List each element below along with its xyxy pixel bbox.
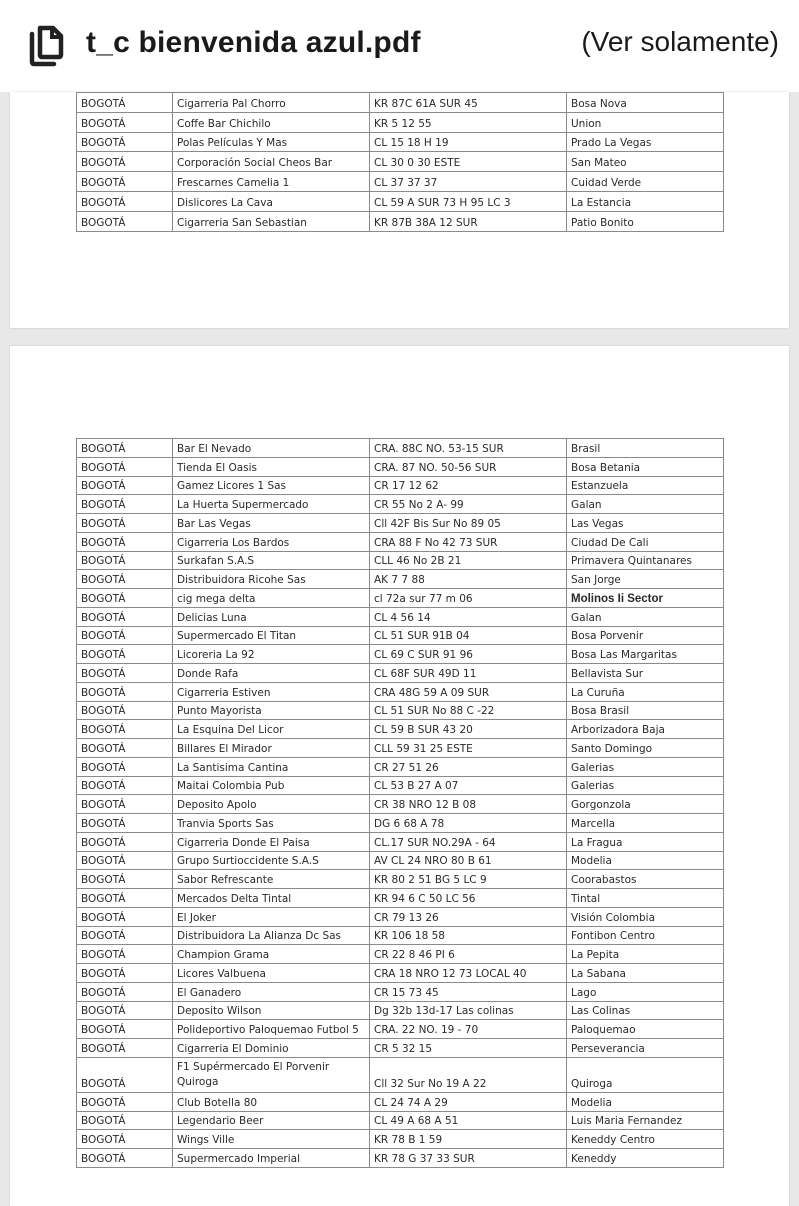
neighborhood-cell: Primavera Quintanares xyxy=(567,551,724,570)
city-cell: BOGOTÁ xyxy=(77,1111,173,1130)
table-row xyxy=(77,532,724,551)
neighborhood-cell: Prado La Vegas xyxy=(567,132,724,152)
city-cell: BOGOTÁ xyxy=(77,1092,173,1111)
neighborhood-cell: Bosa Betania xyxy=(567,457,724,476)
address-cell: Cll 32 Sur No 19 A 22 xyxy=(370,1057,567,1092)
neighborhood-cell: Estanzuela xyxy=(567,476,724,495)
neighborhood-cell: Luis Maria Fernandez xyxy=(567,1111,724,1130)
establishments-table xyxy=(76,92,724,232)
address-cell: CL 37 37 37 xyxy=(370,172,567,192)
business-name-cell: Surkafan S.A.S xyxy=(173,551,370,570)
city-cell: BOGOTÁ xyxy=(77,112,173,132)
business-name-cell: Sabor Refrescante xyxy=(173,870,370,889)
city-cell: BOGOTÁ xyxy=(77,1039,173,1058)
table-row xyxy=(77,795,724,814)
business-name-text: F1 Supérmercado El Porvenir Quiroga xyxy=(177,1060,330,1088)
city-cell: BOGOTÁ xyxy=(77,1001,173,1020)
address-cell: KR 87B 38A 12 SUR xyxy=(370,211,567,231)
address-cell: CL 69 C SUR 91 96 xyxy=(370,645,567,664)
neighborhood-cell: Marcella xyxy=(567,814,724,833)
business-name-cell: Cigarreria El Dominio xyxy=(173,1039,370,1058)
address-cell: AV CL 24 NRO 80 B 61 xyxy=(370,851,567,870)
table-row xyxy=(77,112,724,132)
neighborhood-cell: La Fragua xyxy=(567,832,724,851)
establishments-table xyxy=(76,438,724,1168)
address-cell: CL 51 SUR No 88 C -22 xyxy=(370,701,567,720)
business-name-cell: Tranvia Sports Sas xyxy=(173,814,370,833)
neighborhood-cell: San Jorge xyxy=(567,570,724,589)
address-cell: cl 72a sur 77 m 06 xyxy=(370,589,567,608)
address-cell: KR 87C 61A SUR 45 xyxy=(370,93,567,113)
business-name-cell: Licoreria La 92 xyxy=(173,645,370,664)
address-cell: CR 38 NRO 12 B 08 xyxy=(370,795,567,814)
address-cell: CR 22 8 46 PI 6 xyxy=(370,945,567,964)
top-bar xyxy=(0,0,799,92)
city-cell: BOGOTÁ xyxy=(77,589,173,608)
address-cell: CRA 88 F No 42 73 SUR xyxy=(370,532,567,551)
city-cell: BOGOTÁ xyxy=(77,607,173,626)
neighborhood-cell: Bosa Las Margaritas xyxy=(567,645,724,664)
neighborhood-cell: Gorgonzola xyxy=(567,795,724,814)
table-row xyxy=(77,964,724,983)
address-cell: KR 94 6 C 50 LC 56 xyxy=(370,889,567,908)
table-row xyxy=(77,172,724,192)
neighborhood-cell: La Estancia xyxy=(567,191,724,211)
city-cell: BOGOTÁ xyxy=(77,870,173,889)
table-row xyxy=(77,93,724,113)
neighborhood-cell: Brasil xyxy=(567,439,724,458)
address-cell: CL 59 B SUR 43 20 xyxy=(370,720,567,739)
business-name-cell: Deposito Wilson xyxy=(173,1001,370,1020)
business-name-cell: Billares El Mirador xyxy=(173,739,370,758)
business-name-cell: Bar Las Vegas xyxy=(173,514,370,533)
address-cell: CRA. 87 NO. 50-56 SUR xyxy=(370,457,567,476)
table-row xyxy=(77,870,724,889)
neighborhood-cell: Modelia xyxy=(567,851,724,870)
business-name-cell: Legendario Beer xyxy=(173,1111,370,1130)
neighborhood-cell: Fontibon Centro xyxy=(567,926,724,945)
address-cell: CL 4 56 14 xyxy=(370,607,567,626)
table-row xyxy=(77,851,724,870)
city-cell: BOGOTÁ xyxy=(77,851,173,870)
business-name-cell: Donde Rafa xyxy=(173,664,370,683)
city-cell: BOGOTÁ xyxy=(77,795,173,814)
neighborhood-cell: Bosa Nova xyxy=(567,93,724,113)
table-row xyxy=(77,907,724,926)
city-cell: BOGOTÁ xyxy=(77,720,173,739)
business-name-cell: Supermercado El Titan xyxy=(173,626,370,645)
city-cell: BOGOTÁ xyxy=(77,93,173,113)
table-row xyxy=(77,626,724,645)
business-name-cell: Punto Mayorista xyxy=(173,701,370,720)
business-name-cell: Distribuidora La Alianza Dc Sas xyxy=(173,926,370,945)
table-row xyxy=(77,191,724,211)
address-cell: CRA 48G 59 A 09 SUR xyxy=(370,682,567,701)
neighborhood-cell: Patio Bonito xyxy=(567,211,724,231)
address-cell: CR 79 13 26 xyxy=(370,907,567,926)
table-row xyxy=(77,1149,724,1168)
business-name-cell: El Ganadero xyxy=(173,982,370,1001)
city-cell: BOGOTÁ xyxy=(77,495,173,514)
table-row xyxy=(77,832,724,851)
address-cell: KR 5 12 55 xyxy=(370,112,567,132)
city-cell: BOGOTÁ xyxy=(77,814,173,833)
table-row xyxy=(77,589,724,608)
table-row xyxy=(77,551,724,570)
business-name-cell: La Huerta Supermercado xyxy=(173,495,370,514)
address-cell: CR 5 32 15 xyxy=(370,1039,567,1058)
neighborhood-cell: La Pepita xyxy=(567,945,724,964)
city-cell: BOGOTÁ xyxy=(77,1020,173,1039)
table-row xyxy=(77,814,724,833)
neighborhood-cell: Las Vegas xyxy=(567,514,724,533)
address-cell: CL 53 B 27 A 07 xyxy=(370,776,567,795)
business-name-cell: Cigarreria Estiven xyxy=(173,682,370,701)
business-name-cell: Wings Ville xyxy=(173,1130,370,1149)
city-cell: BOGOTÁ xyxy=(77,570,173,589)
city-cell: BOGOTÁ xyxy=(77,945,173,964)
address-cell: CL 30 0 30 ESTE xyxy=(370,152,567,172)
address-cell: KR 106 18 58 xyxy=(370,926,567,945)
neighborhood-cell: Lago xyxy=(567,982,724,1001)
city-cell: BOGOTÁ xyxy=(77,457,173,476)
city-cell: BOGOTÁ xyxy=(77,964,173,983)
business-name-cell: Maitai Colombia Pub xyxy=(173,776,370,795)
business-name-cell: Bar El Nevado xyxy=(173,439,370,458)
address-cell: CLL 59 31 25 ESTE xyxy=(370,739,567,758)
city-cell: BOGOTÁ xyxy=(77,551,173,570)
table-row xyxy=(77,1057,724,1092)
business-name-cell: Deposito Apolo xyxy=(173,795,370,814)
neighborhood-cell: Galan xyxy=(567,607,724,626)
neighborhood-cell: Union xyxy=(567,112,724,132)
city-cell: BOGOTÁ xyxy=(77,832,173,851)
address-cell: CL 51 SUR 91B 04 xyxy=(370,626,567,645)
neighborhood-cell: San Mateo xyxy=(567,152,724,172)
neighborhood-cell: Keneddy Centro xyxy=(567,1130,724,1149)
city-cell: BOGOTÁ xyxy=(77,532,173,551)
address-cell: CLL 46 No 2B 21 xyxy=(370,551,567,570)
business-name-cell: Tienda El Oasis xyxy=(173,457,370,476)
table-row xyxy=(77,1111,724,1130)
copy-document-icon[interactable] xyxy=(26,24,66,68)
table-row xyxy=(77,682,724,701)
neighborhood-cell: Santo Domingo xyxy=(567,739,724,758)
address-cell: Cll 42F Bis Sur No 89 05 xyxy=(370,514,567,533)
business-name-cell: Cigarreria San Sebastian xyxy=(173,211,370,231)
table-row xyxy=(77,701,724,720)
table-row xyxy=(77,476,724,495)
address-cell: CR 27 51 26 xyxy=(370,757,567,776)
table-row xyxy=(77,1092,724,1111)
city-cell: BOGOTÁ xyxy=(77,926,173,945)
table-row xyxy=(77,776,724,795)
table-row xyxy=(77,982,724,1001)
neighborhood-cell: Cuidad Verde xyxy=(567,172,724,192)
address-cell: CL 49 A 68 A 51 xyxy=(370,1111,567,1130)
pdf-page-1[interactable] xyxy=(10,92,789,328)
address-cell: CR 15 73 45 xyxy=(370,982,567,1001)
business-name-cell: Polas Películas Y Mas xyxy=(173,132,370,152)
table-row xyxy=(77,889,724,908)
city-cell: BOGOTÁ xyxy=(77,907,173,926)
view-mode-label: (Ver solamente) xyxy=(581,26,779,57)
address-cell: CRA. 22 NO. 19 - 70 xyxy=(370,1020,567,1039)
business-name-cell: Club Botella 80 xyxy=(173,1092,370,1111)
business-name-cell xyxy=(173,1057,370,1092)
neighborhood-cell: Galerias xyxy=(567,776,724,795)
table-row xyxy=(77,570,724,589)
table-row xyxy=(77,945,724,964)
table-row xyxy=(77,926,724,945)
table-row xyxy=(77,664,724,683)
neighborhood-cell: Las Colinas xyxy=(567,1001,724,1020)
business-name-cell: Frescarnes Camelia 1 xyxy=(173,172,370,192)
neighborhood-cell: Galan xyxy=(567,495,724,514)
business-name-cell: Cigarreria Donde El Paisa xyxy=(173,832,370,851)
table-row xyxy=(77,152,724,172)
neighborhood-cell: Quiroga xyxy=(567,1057,724,1092)
city-cell: BOGOTÁ xyxy=(77,982,173,1001)
business-name-cell: Dislicores La Cava xyxy=(173,191,370,211)
city-cell: BOGOTÁ xyxy=(77,1149,173,1168)
business-name-cell: Coffe Bar Chichilo xyxy=(173,112,370,132)
table-row xyxy=(77,1039,724,1058)
neighborhood-cell: Bosa Porvenir xyxy=(567,626,724,645)
business-name-cell: Cigarreria Los Bardos xyxy=(173,532,370,551)
business-name-cell: Grupo Surtioccidente S.A.S xyxy=(173,851,370,870)
neighborhood-cell: Perseverancia xyxy=(567,1039,724,1058)
address-cell: AK 7 7 88 xyxy=(370,570,567,589)
table-row xyxy=(77,739,724,758)
table-row xyxy=(77,1020,724,1039)
table-row xyxy=(77,132,724,152)
table-row xyxy=(77,1001,724,1020)
neighborhood-cell: Bellavista Sur xyxy=(567,664,724,683)
address-cell: CL.17 SUR NO.29A - 64 xyxy=(370,832,567,851)
table-row xyxy=(77,457,724,476)
city-cell: BOGOTÁ xyxy=(77,664,173,683)
address-cell: KR 80 2 51 BG 5 LC 9 xyxy=(370,870,567,889)
city-cell: BOGOTÁ xyxy=(77,152,173,172)
neighborhood-cell: Ciudad De Cali xyxy=(567,532,724,551)
neighborhood-cell: Tintal xyxy=(567,889,724,908)
business-name-cell: Polideportivo Paloquemao Futbol 5 xyxy=(173,1020,370,1039)
business-name-cell: Delicias Luna xyxy=(173,607,370,626)
document-title: t_c bienvenida azul.pdf xyxy=(86,26,421,59)
business-name-cell: Gamez Licores 1 Sas xyxy=(173,476,370,495)
city-cell: BOGOTÁ xyxy=(77,172,173,192)
city-cell: BOGOTÁ xyxy=(77,739,173,758)
city-cell: BOGOTÁ xyxy=(77,191,173,211)
neighborhood-cell: Arborizadora Baja xyxy=(567,720,724,739)
city-cell: BOGOTÁ xyxy=(77,645,173,664)
table-row xyxy=(77,1130,724,1149)
neighborhood-cell: Molinos Ii Sector xyxy=(567,589,724,608)
pdf-page-2[interactable] xyxy=(10,346,789,1206)
business-name-cell: La Esquina Del Licor xyxy=(173,720,370,739)
city-cell: BOGOTÁ xyxy=(77,514,173,533)
city-cell: BOGOTÁ xyxy=(77,701,173,720)
city-cell: BOGOTÁ xyxy=(77,776,173,795)
table-row xyxy=(77,645,724,664)
business-name-cell: Supermercado Imperial xyxy=(173,1149,370,1168)
neighborhood-cell: Modelia xyxy=(567,1092,724,1111)
business-name-cell: El Joker xyxy=(173,907,370,926)
table-row xyxy=(77,439,724,458)
neighborhood-cell: Keneddy xyxy=(567,1149,724,1168)
table-row xyxy=(77,211,724,231)
neighborhood-cell: Visión Colombia xyxy=(567,907,724,926)
table-row xyxy=(77,607,724,626)
neighborhood-cell: Coorabastos xyxy=(567,870,724,889)
table-row xyxy=(77,514,724,533)
address-cell: CL 15 18 H 19 xyxy=(370,132,567,152)
business-name-cell: Corporación Social Cheos Bar xyxy=(173,152,370,172)
business-name-cell: Distribuidora Ricohe Sas xyxy=(173,570,370,589)
city-cell: BOGOTÁ xyxy=(77,757,173,776)
address-cell: CL 68F SUR 49D 11 xyxy=(370,664,567,683)
address-cell: CL 24 74 A 29 xyxy=(370,1092,567,1111)
address-cell: CR 55 No 2 A- 99 xyxy=(370,495,567,514)
city-cell: BOGOTÁ xyxy=(77,1057,173,1092)
city-cell: BOGOTÁ xyxy=(77,211,173,231)
address-cell: DG 6 68 A 78 xyxy=(370,814,567,833)
table-row xyxy=(77,757,724,776)
city-cell: BOGOTÁ xyxy=(77,132,173,152)
address-cell: CR 17 12 62 xyxy=(370,476,567,495)
address-cell: KR 78 B 1 59 xyxy=(370,1130,567,1149)
city-cell: BOGOTÁ xyxy=(77,889,173,908)
business-name-cell: Mercados Delta Tintal xyxy=(173,889,370,908)
neighborhood-cell: La Curuña xyxy=(567,682,724,701)
address-cell: Dg 32b 13d-17 Las colinas xyxy=(370,1001,567,1020)
address-cell: CRA 18 NRO 12 73 LOCAL 40 xyxy=(370,964,567,983)
neighborhood-cell: La Sabana xyxy=(567,964,724,983)
business-name-cell: La Santisima Cantina xyxy=(173,757,370,776)
city-cell: BOGOTÁ xyxy=(77,439,173,458)
business-name-cell: Cigarreria Pal Chorro xyxy=(173,93,370,113)
city-cell: BOGOTÁ xyxy=(77,476,173,495)
address-cell: CL 59 A SUR 73 H 95 LC 3 xyxy=(370,191,567,211)
table-row xyxy=(77,495,724,514)
business-name-cell: Licores Valbuena xyxy=(173,964,370,983)
table-row xyxy=(77,720,724,739)
city-cell: BOGOTÁ xyxy=(77,626,173,645)
address-cell: KR 78 G 37 33 SUR xyxy=(370,1149,567,1168)
neighborhood-cell: Paloquemao xyxy=(567,1020,724,1039)
business-name-cell: cig mega delta xyxy=(173,589,370,608)
city-cell: BOGOTÁ xyxy=(77,1130,173,1149)
neighborhood-cell: Galerias xyxy=(567,757,724,776)
address-cell: CRA. 88C NO. 53-15 SUR xyxy=(370,439,567,458)
neighborhood-cell: Bosa Brasil xyxy=(567,701,724,720)
business-name-cell: Champion Grama xyxy=(173,945,370,964)
city-cell: BOGOTÁ xyxy=(77,682,173,701)
